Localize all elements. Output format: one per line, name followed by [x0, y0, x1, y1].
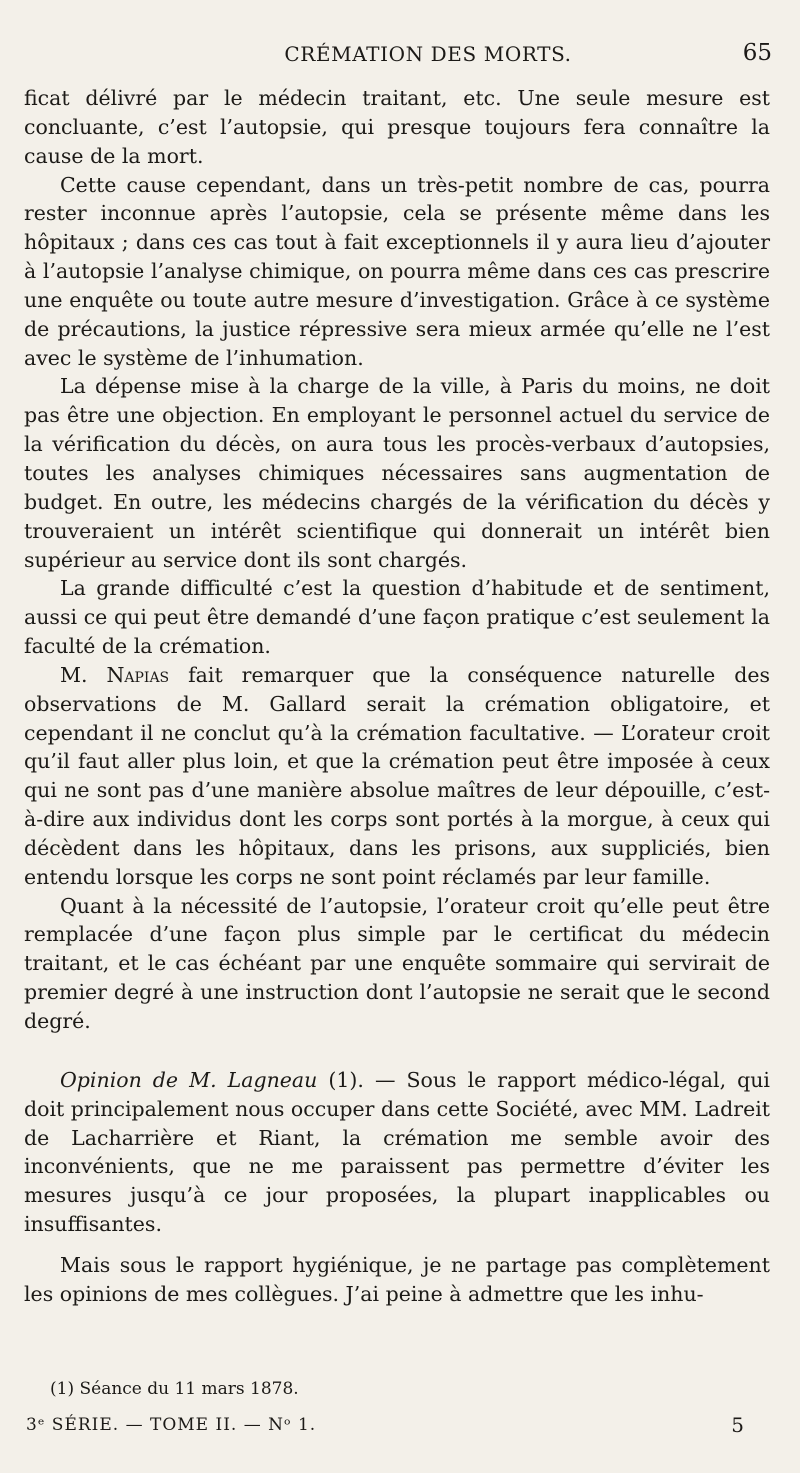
- paragraph-expense: La dépense mise à la charge de la ville, à Paris du moins, ne doit pas être une objection. En employant le personnel actuel du service de la vérification du décès, on aura tous les procès-verbaux d’autopsies, toutes les analyses chimiques nécessaires sans augmentation de budget. En outre, les médecins chargés de la vérification du décès y trouveraient un intérêt scientifique qui donnerait un intérêt bien supérieur au service dont ils sont chargés.: [24, 374, 770, 572]
- paragraph-continued: ficat délivré par le médecin traitant, etc. Une seule mesure est concluante, c’est l’autopsie, qui presque toujours fera connaître la cause de la mort.: [24, 86, 770, 168]
- speaker-name: M. Napias: [60, 662, 170, 687]
- footnote: (1) Séance du 11 mars 1878.: [50, 1379, 299, 1399]
- paragraph-certificate: Quant à la nécessité de l’autopsie, l’orateur croit qu’elle peut être remplacée d’une façon plus simple par le certificat du médecin traitant, et le cas échéant par une enquête sommaire qui servirait de premier degré à une instruction dont l’autopsie ne serait que le second degré.: [24, 893, 770, 1033]
- page-number: 65: [742, 40, 772, 66]
- body-text: [24, 84, 770, 1309]
- series-volume-line: 3ᵉ SÉRIE. — TOME II. — Nᵒ 1.: [26, 1415, 317, 1435]
- paragraph-napias-text: fait remarquer que la conséquence naturelle des observations de M. Gallard serait la crémation obligatoire, et cependant il ne conclut qu’à la crémation facultative. — L’orateur croit qu’il faut aller plus loin, et que la crémation peut être imposée à ceux qui ne sont pas d’une manière absolue maîtres de leur dépouille, c’est-à-dire aux individus dont les corps sont portés à la morgue, à ceux qui décèdent dans les hôpitaux, dans les prisons, aux suppliciés, bien entendu lorsque les corps ne sont point réclamés par leur famille.: [24, 662, 770, 889]
- running-title: CRÉMATION DES MORTS.: [284, 42, 572, 66]
- paragraph-autopsy-chemistry: Cette cause cependant, dans un très-petit nombre de cas, pourra rester inconnue après l’autopsie, cela se présente même dans les hôpitaux ; dans ces cas tout à fait exceptionnels il y aura lieu d’ajouter à l’autopsie l’analyse chimique, on pourra même dans ces cas prescrire une enquête ou toute autre mesure d’investigation. Grâce à ce système de précautions, la justice répressive sera mieux armée qu’elle ne l’est avec le système de l’inhumation.: [24, 172, 770, 370]
- footnote-ref: (1).: [317, 1067, 364, 1092]
- paragraph-hygiene: Mais sous le rapport hygiénique, je ne partage pas complètement les opinions de mes collègues. J’ai peine à admettre que les inhu-: [24, 1252, 770, 1306]
- paragraph-habit-sentiment: La grande difficulté c’est la question d’habitude et de sentiment, aussi ce qui peut être demandé d’une façon pratique c’est seulement la faculté de la crémation.: [24, 576, 770, 659]
- paragraph-napias: [24, 661, 770, 892]
- paragraph-lagneau-text: — Sous le rapport médico-légal, qui doit principalement nous occuper dans cette Société, avec MM. Ladreit de Lacharrière et Riant, la crémation me semble avoir des inconvénients, que ne me paraissent pas permettre d’éviter les mesures jusqu’à ce jour proposées, la plupart inapplicables ou insuffisantes.: [24, 1067, 770, 1237]
- running-head: [24, 36, 772, 76]
- signature-mark: 5: [731, 1413, 744, 1437]
- paragraph-lagneau-opinion: [24, 1066, 770, 1239]
- printer-signature: [26, 1415, 744, 1441]
- section-heading: Opinion de M. Lagneau: [60, 1067, 318, 1092]
